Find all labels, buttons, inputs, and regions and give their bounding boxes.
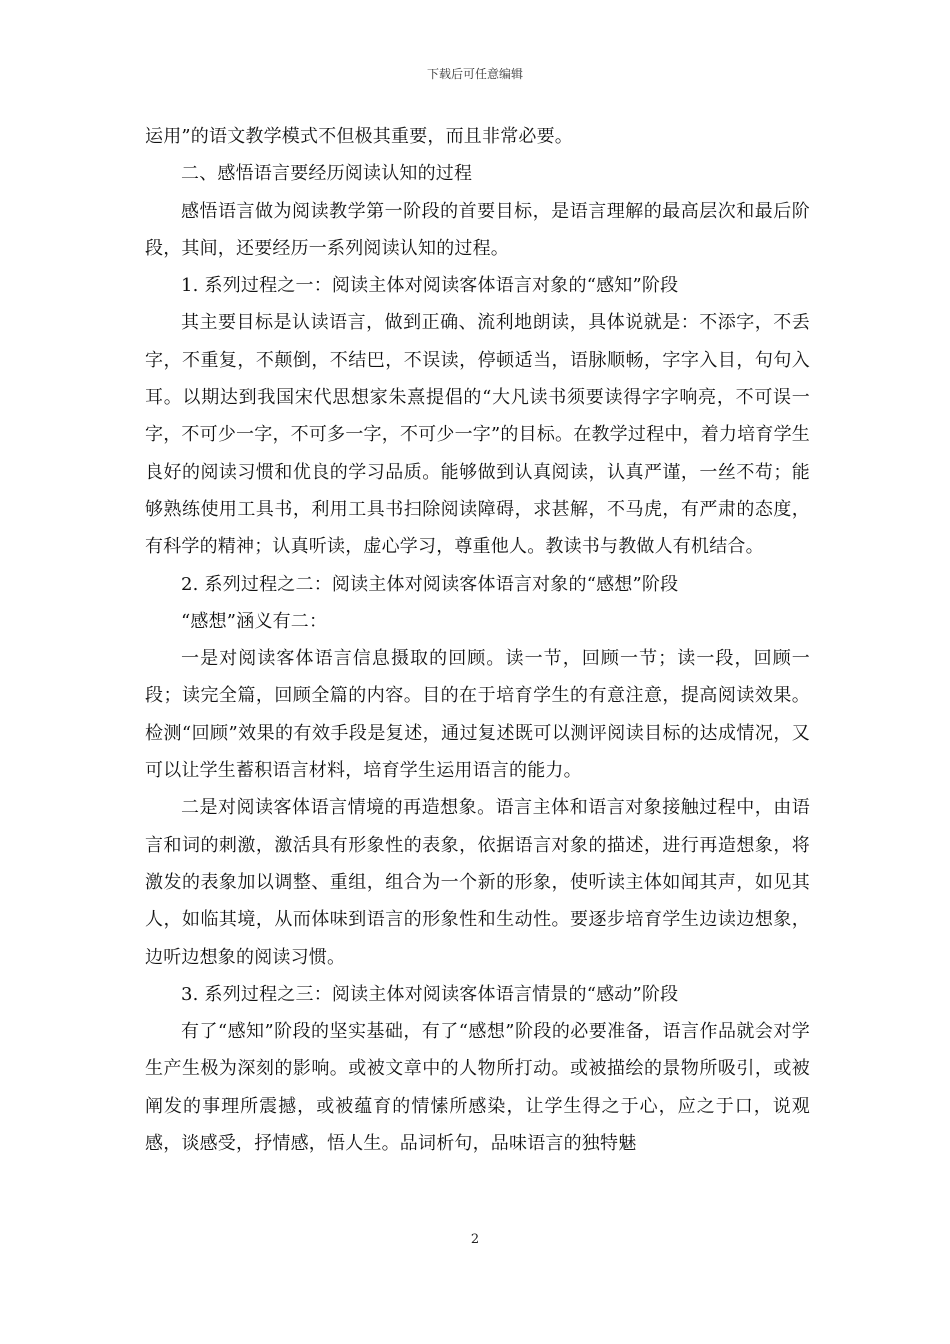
paragraph: “感想”涵义有二： [181,610,328,632]
page-header: 下载后可任意编辑 [426,67,523,81]
paragraph: 其主要目标是认读语言，做到正确、流利地朗读，具体说就是：不添字，不丢字，不重复，不颠倒，不结巴，不误读，停顿适当，语脉顺畅，字字入目，句句入耳。以期达到我国宋代思想家朱熹提倡的“大凡读书须要读得字字响亮，不可误一字，不可少一字，不可多一字，不可少一字”的目标。在教学过程中，着力培育学生良好的阅读习惯和优良的学习品质。能够做到认真阅读，认真严谨，一丝不苟；能够熟练使用工具书，利用工具书扫除阅读障碍，求甚解，不马虎，有严肃的态度，有科学的精神；认真听读，虚心学习，尊重他人。教读书与教做人有机结合。 [145,312,810,558]
paragraph: 二是对阅读客体语言情境的再造想象。语言主体和语言对象接触过程中，由语言和词的刺激，激活具有形象性的表象，依据语言对象的描述，进行再造想象，将激发的表象加以调整、重组，组合为一个新的形象，使听读主体如闻其声，如见其人，如临其境，从而体味到语言的形象性和生动性。要逐步培育学生边读边想象，边听边想象的阅读习惯。 [145,797,810,968]
subsection-heading: 1. 系列过程之一：阅读主体对阅读客体语言对象的“感知”阶段 [181,275,679,297]
section-heading: 二、感悟语言要经历阅读认知的过程 [181,163,473,185]
paragraph: 运用”的语文教学模式不但极其重要，而且非常必要。 [145,126,573,147]
paragraph: 一是对阅读客体语言信息摄取的回顾。读一节，回顾一节；读一段，回顾一段；读完全篇，回顾全篇的内容。目的在于培育学生的有意注意，提高阅读效果。检测“回顾”效果的有效手段是复述，通过复述既可以测评阅读目标的达成情况，又可以让学生蓄积语言材料，培育学生运用语言的能力。 [145,648,810,782]
paragraph: 感悟语言做为阅读教学第一阶段的首要目标，是语言理解的最高层次和最后阶段，其间，还要经历一系列阅读认知的过程。 [145,200,810,259]
subsection-heading: 3. 系列过程之三：阅读主体对阅读客体语言情景的“感动”阶段 [181,983,679,1005]
page-number: 2 [470,1232,480,1247]
document-body [145,118,810,1162]
subsection-heading: 2. 系列过程之二：阅读主体对阅读客体语言对象的“感想”阶段 [181,573,679,595]
paragraph: 有了“感知”阶段的坚实基础，有了“感想”阶段的必要准备，语言作品就会对学生产生极为深刻的影响。或被文章中的人物所打动。或被描绘的景物所吸引，或被阐发的事理所震撼，或被蕴育的情愫所感染，让学生得之于心，应之于口，说观感，谈感受，抒情感，悟人生。品词析句，品味语言的独特魅 [145,1021,810,1155]
